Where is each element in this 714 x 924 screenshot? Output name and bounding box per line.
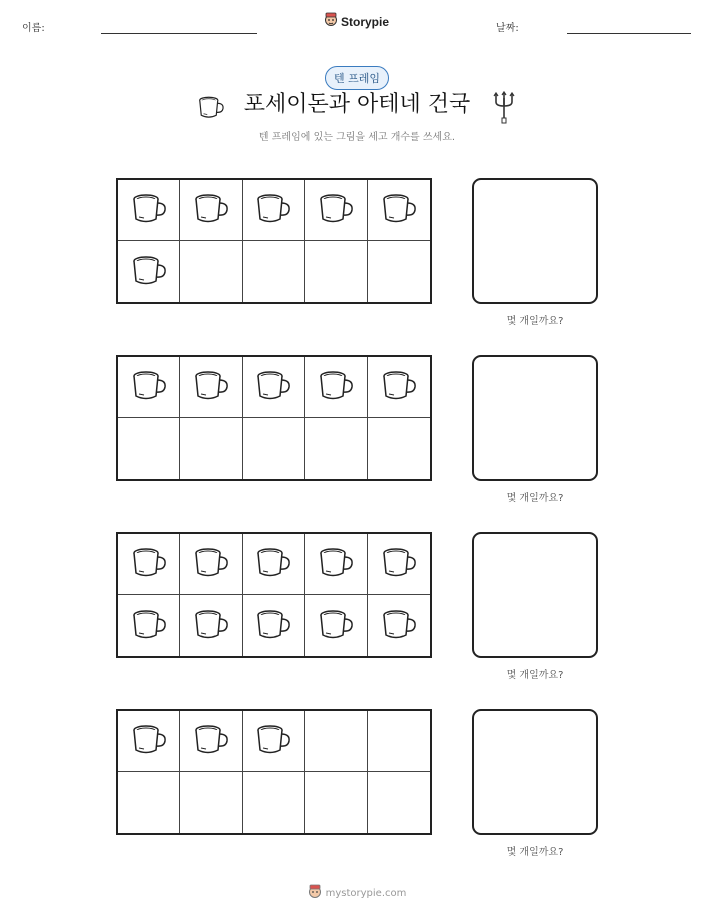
ten-frame-cell (305, 772, 367, 833)
brand-logo (324, 12, 389, 32)
ten-frame-2 (116, 355, 432, 481)
mug-icon (379, 188, 419, 232)
mug-icon (379, 604, 419, 648)
ten-frame-cell (368, 241, 430, 302)
ten-frame-cell (180, 772, 242, 833)
ten-frame-cell (368, 534, 430, 595)
ten-frame-cell (180, 711, 242, 772)
question-label-3: 몇 개일까요? (506, 670, 564, 681)
ten-frame-cell (243, 534, 305, 595)
page-title: 포세이돈과 아테네 건국 (243, 92, 471, 117)
name-line[interactable] (101, 33, 257, 34)
ten-frame-cell (180, 357, 242, 418)
storypie-mascot-icon (324, 12, 338, 32)
mug-icon (129, 604, 169, 648)
ten-frame-cell (180, 534, 242, 595)
mug-icon (129, 365, 169, 409)
mug-icon (191, 719, 231, 763)
mug-icon (129, 188, 169, 232)
mug-icon (379, 542, 419, 586)
ten-frame-cell (305, 241, 367, 302)
ten-frame-cell (243, 595, 305, 656)
ten-frame-4 (116, 709, 432, 835)
footer-url: mystorypie.com (325, 888, 407, 899)
mug-icon (129, 719, 169, 763)
mug-icon (316, 188, 356, 232)
ten-frame-cell (243, 241, 305, 302)
trident-icon (492, 90, 516, 128)
question-label-2: 몇 개일까요? (506, 493, 564, 504)
mug-icon (191, 604, 231, 648)
ten-frame-cell (118, 418, 180, 479)
answer-box-2[interactable] (472, 355, 598, 481)
ten-frame-cell (305, 711, 367, 772)
ten-frame-badge: 텐 프레임 (325, 66, 389, 90)
ten-frame-cell (368, 357, 430, 418)
ten-frame-cell (180, 180, 242, 241)
ten-frame-cell (118, 180, 180, 241)
name-label: 이름: (22, 23, 45, 34)
question-label-1: 몇 개일까요? (506, 316, 564, 327)
ten-frame-cell (243, 180, 305, 241)
answer-box-1[interactable] (472, 178, 598, 304)
brand-name: Storypie (341, 15, 390, 29)
ten-frame-cell (180, 241, 242, 302)
ten-frame-cell (305, 418, 367, 479)
ten-frame-cell (305, 595, 367, 656)
date-label: 날짜: (496, 23, 519, 34)
ten-frame-cell (368, 418, 430, 479)
ten-frame-cell (118, 534, 180, 595)
ten-frame-cell (180, 418, 242, 479)
mug-icon (191, 542, 231, 586)
ten-frame-cell (243, 357, 305, 418)
mug-icon (253, 604, 293, 648)
mug-icon (129, 542, 169, 586)
mug-icon (191, 188, 231, 232)
instructions: 텐 프레임에 있는 그림을 세고 개수를 쓰세요. (258, 132, 456, 143)
answer-box-4[interactable] (472, 709, 598, 835)
mug-icon (316, 604, 356, 648)
mug-icon (129, 250, 169, 294)
ten-frame-cell (368, 595, 430, 656)
ten-frame-cell (368, 180, 430, 241)
mug-icon (253, 719, 293, 763)
mug-icon (253, 542, 293, 586)
ten-frame-cell (305, 357, 367, 418)
storypie-mascot-icon (308, 884, 322, 903)
ten-frame-cell (118, 772, 180, 833)
ten-frame-cell (243, 418, 305, 479)
ten-frame-cell (118, 711, 180, 772)
ten-frame-cell (118, 595, 180, 656)
mug-icon (316, 365, 356, 409)
ten-frame-cell (180, 595, 242, 656)
ten-frame-cell (305, 534, 367, 595)
ten-frame-cell (243, 711, 305, 772)
question-label-4: 몇 개일까요? (506, 847, 564, 858)
ten-frame-1 (116, 178, 432, 304)
mug-icon (316, 542, 356, 586)
footer (0, 884, 714, 903)
ten-frame-3 (116, 532, 432, 658)
mug-icon (253, 365, 293, 409)
ten-frame-cell (368, 711, 430, 772)
date-line[interactable] (567, 33, 691, 34)
mug-icon (253, 188, 293, 232)
ten-frame-cell (118, 241, 180, 302)
mug-icon (191, 365, 231, 409)
answer-box-3[interactable] (472, 532, 598, 658)
mug-icon (379, 365, 419, 409)
ten-frame-cell (118, 357, 180, 418)
ten-frame-cell (368, 772, 430, 833)
ten-frame-cell (305, 180, 367, 241)
ten-frame-cell (243, 772, 305, 833)
